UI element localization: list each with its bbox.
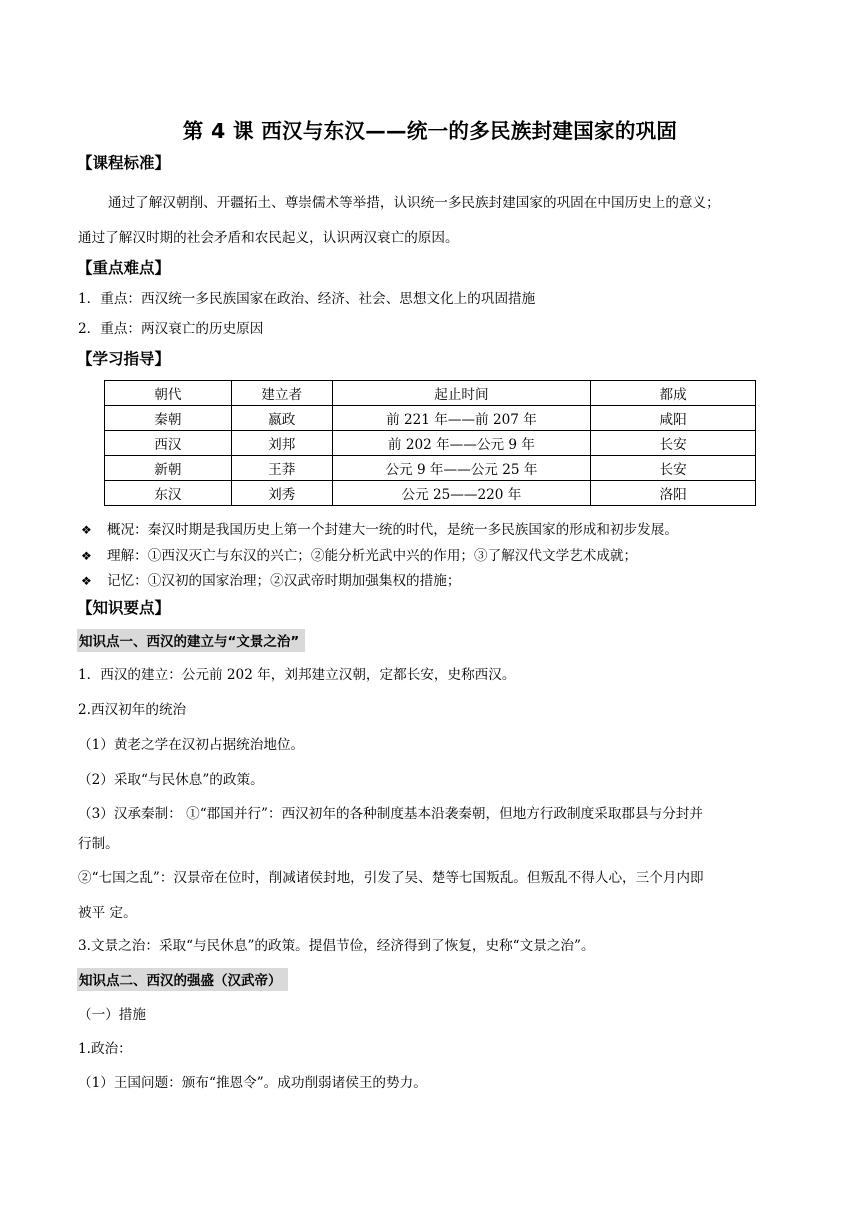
diamond-bullet-icon: ❖ — [81, 523, 92, 537]
table-header-cell: 起止时间 — [332, 381, 591, 406]
table-cell: 公元 9 年——公元 25 年 — [332, 456, 591, 481]
table-cell: 刘邦 — [231, 431, 332, 456]
bullet-item-memorize — [81, 569, 460, 589]
table-cell: 新朝 — [105, 456, 232, 481]
table-cell: 洛阳 — [591, 481, 756, 506]
table-cell: 长安 — [591, 456, 756, 481]
bullet-item-understand — [81, 544, 637, 564]
curriculum-text-line2: 通过了解汉时期的社会矛盾和农民起义，认识两汉衰亡的原因。 — [78, 230, 459, 246]
knowledge-line: （3）汉承秦制： ①“郡国并行”：西汉初年的各种制度基本沿袭秦朝，但地方行政制度采取郡县与分封并 — [78, 806, 703, 822]
table-cell: 前 221 年——前 207 年 — [332, 406, 591, 431]
knowledge-line: （一）措施 — [78, 1007, 146, 1023]
knowledge-line: 2.西汉初年的统治 — [78, 702, 187, 718]
table-cell: 西汉 — [105, 431, 232, 456]
table-header-cell: 建立者 — [231, 381, 332, 406]
table-cell: 王莽 — [231, 456, 332, 481]
knowledge-line: 1．西汉的建立：公元前 202 年，刘邦建立汉朝，定都长安，史称西汉。 — [78, 667, 516, 683]
keypoint-2: 2．重点：两汉衰亡的历史原因 — [78, 321, 264, 337]
knowledge-heading: 【知识要点】 — [77, 599, 171, 617]
knowledge-line: 3.文景之治：采取“与民休息”的政策。提倡节俭，经济得到了恢复，史称“文景之治”。 — [78, 938, 595, 954]
table-cell: 东汉 — [105, 481, 232, 506]
knowledge-line: （2）采取“与民休息”的政策。 — [78, 772, 264, 788]
table-cell: 公元 25——220 年 — [332, 481, 591, 506]
table-row — [105, 431, 756, 456]
knowledge-line: （1）王国问题：颁布“推恩令”。成功削弱诸侯王的势力。 — [78, 1075, 427, 1091]
table-cell: 嬴政 — [231, 406, 332, 431]
dynasty-table — [104, 380, 756, 506]
table-cell: 秦朝 — [105, 406, 232, 431]
table-header-cell: 朝代 — [105, 381, 232, 406]
diamond-bullet-icon: ❖ — [81, 549, 92, 563]
knowledge-line: ②“七国之乱”：汉景帝在位时，削减诸侯封地，引发了吴、楚等七国叛乱。但叛乱不得人心，三个月内即 — [78, 870, 704, 886]
lesson-title: 第 4 课 西汉与东汉——统一的多民族封建国家的巩固 — [182, 119, 678, 143]
table-row — [105, 481, 756, 506]
table-row — [105, 456, 756, 481]
keypoints-heading: 【重点难点】 — [77, 259, 171, 277]
knowledge-line: 1.政治： — [78, 1041, 132, 1057]
curriculum-text-line1: 通过了解汉朝削、开疆拓土、尊崇儒术等举措，认识统一多民族封建国家的巩固在中国历史上的意义； — [108, 195, 720, 211]
guide-heading: 【学习指导】 — [77, 350, 171, 368]
knowledge-line: 行制。 — [78, 836, 119, 852]
bullet-text: 记忆：①汉初的国家治理；②汉武帝时期加强集权的措施； — [107, 573, 461, 589]
table-cell: 长安 — [591, 431, 756, 456]
knowledge-line: （1）黄老之学在汉初占据统治地位。 — [78, 737, 305, 753]
bullet-item-overview — [81, 518, 678, 538]
bullet-text: 理解：①西汉灭亡与东汉的兴亡；②能分析光武中兴的作用；③了解汉代文学艺术成就； — [107, 548, 638, 564]
table-cell: 前 202 年——公元 9 年 — [332, 431, 591, 456]
table-header-cell: 都成 — [591, 381, 756, 406]
bullet-text: 概况：秦汉时期是我国历史上第一个封建大一统的时代，是统一多民族国家的形成和初步发展。 — [107, 522, 678, 538]
curriculum-heading: 【课程标准】 — [77, 154, 171, 172]
table-header-row — [105, 381, 756, 406]
table-cell: 咸阳 — [591, 406, 756, 431]
keypoint-1: 1．重点：西汉统一多民族国家在政治、经济、社会、思想文化上的巩固措施 — [78, 291, 536, 307]
table-row — [105, 406, 756, 431]
table-cell: 刘秀 — [231, 481, 332, 506]
knowledge-point-1-title: 知识点一、西汉的建立与“文景之治” — [77, 629, 305, 652]
diamond-bullet-icon: ❖ — [81, 574, 92, 588]
knowledge-point-2-title: 知识点二、西汉的强盛（汉武帝） — [77, 968, 288, 991]
knowledge-line: 被平 定。 — [78, 905, 137, 921]
